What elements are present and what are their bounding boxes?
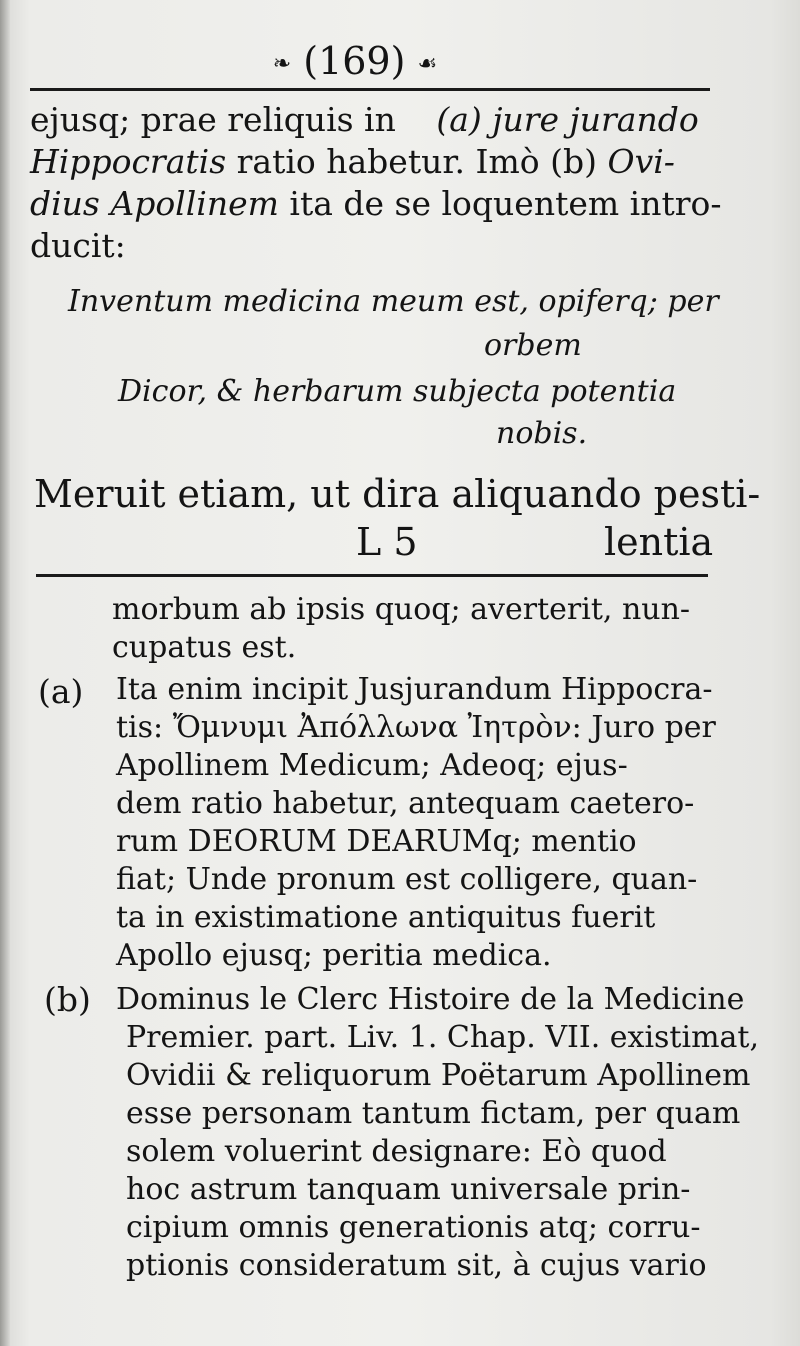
verse-line: Dicor, & herbarum subjecta potentia [118, 374, 677, 409]
footnote-line: dem ratio habetur, antequam caetero- [116, 786, 695, 821]
verse-line: Inventum medicina meum est, opiferq; per [68, 284, 719, 319]
footnote-rule [36, 574, 708, 577]
footnote-line: cipium omnis generationis atq; corru- [126, 1210, 701, 1245]
catchword: lentia [604, 520, 714, 564]
footnote-a-marker: (a) [38, 672, 84, 711]
body-line: Meruit etiam, ut dira aliquando pesti- [34, 472, 761, 516]
footnote-line: rum DEORUM DEARUMq; mentio [116, 824, 637, 859]
body-line: ducit: [30, 226, 126, 265]
right-ornament-icon: ☙ [417, 51, 438, 77]
footnote-line: Apollo ejusq; peritia medica. [116, 938, 552, 973]
footnote-line: solem voluerint designare: Eò quod [126, 1134, 667, 1169]
header-rule [30, 88, 710, 91]
footnote-line: esse personam tantum fictam, per quam [126, 1096, 741, 1131]
footnote-line: tis: Ὄμνυμι Ἀπόλλωνα Ἰητρὸν: Juro per [116, 710, 716, 745]
footnote-line: Ovidii & reliquorum Poëtarum Apollinem [126, 1058, 751, 1093]
footnote-line: fiat; Unde pronum est colligere, quan- [116, 862, 698, 897]
page-number: (169) [303, 39, 406, 83]
footnote-line: ta in existimatione antiquitus fuerit [116, 900, 656, 935]
body-line: dius Apollinem ita de se loquentem intro- [30, 184, 722, 223]
body-line: Hippocratis ratio habetur. Imò (b) Ovi- [30, 142, 675, 181]
verse-line: nobis. [496, 416, 588, 451]
footnote-b-marker: (b) [44, 980, 91, 1019]
footnote-line: Dominus le Clerc Histoire de la Medicine [116, 982, 745, 1017]
page-number-header [230, 36, 480, 86]
footnote-line: ptionis consideratum sit, à cujus vario [126, 1248, 707, 1283]
left-ornament-icon: ❧ [272, 51, 292, 77]
footnote-line: Ita enim incipit Jusjurandum Hippocra- [116, 672, 713, 707]
footnote-line: hoc astrum tanquam universale prin- [126, 1172, 691, 1207]
footnote-line: Apollinem Medicum; Adeoq; ejus- [116, 748, 628, 783]
body-line: ejusq; prae reliquis in (a) jure jurando [30, 100, 699, 139]
page-gutter [0, 0, 10, 1346]
verse-line: orbem [484, 328, 582, 363]
footnote-line: Premier. part. Liv. 1. Chap. VII. existimat, [126, 1020, 760, 1055]
footnote-line: cupatus est. [112, 630, 297, 665]
footnote-line: morbum ab ipsis quoq; averterit, nun- [112, 592, 691, 627]
signature-mark: L 5 [356, 520, 418, 564]
